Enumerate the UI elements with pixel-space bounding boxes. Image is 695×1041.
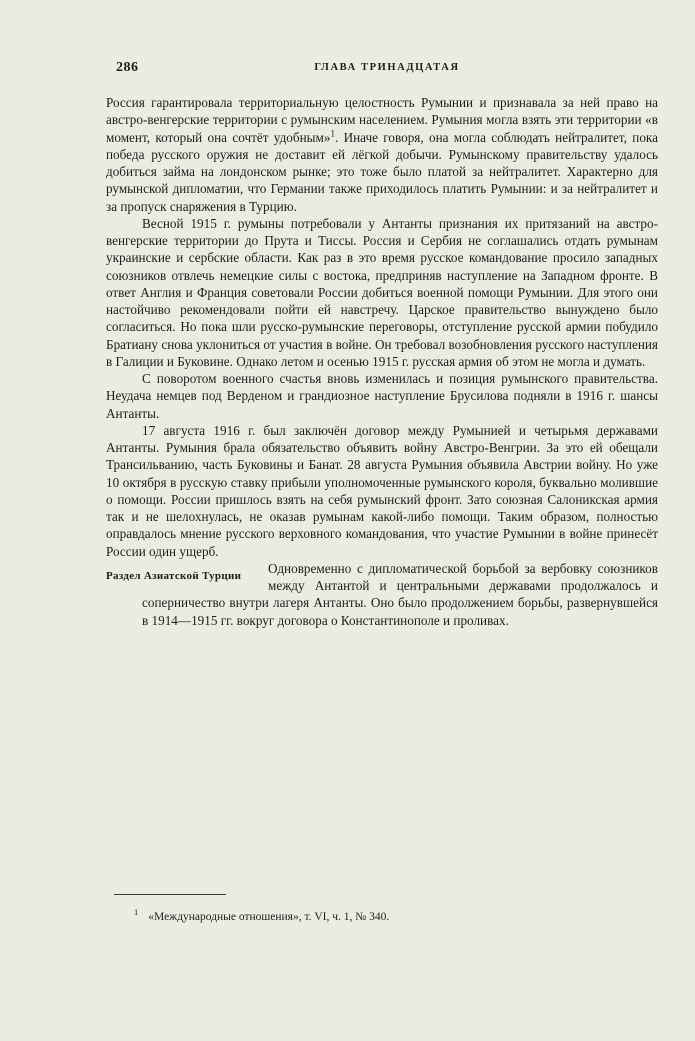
section-block (106, 560, 658, 629)
paragraph-4: 17 августа 1916 г. был заключён договор между Румынией и четырьмя державами Антанты. Румыния брала обязательство объявить войну Австро-Венгрии. За это ей обещали Трансильванию, часть Буковины и Банат. 28 августа Румыния объявила Австрии войну. Но уже 10 октября в русскую ставку прибыли уполномоченные румынского короля, буквально молившие о помощи. России пришлось взять на себя румынский фронт. Зато союзная Салоникская армия так и не шелохнулась, не оказав румынам какой-либо помощи. Таким образом, полностью оправдалось мнение русского верховного командования, что участие Румынии в войне принесёт России один ущерб. (106, 422, 658, 559)
paragraph-1-text-b: . Иначе говоря, она могла соблюдать нейтралитет, пока победа русского оружия не доставит ей лёгкой добычи. Румынскому правительству удалось добиться займа на лондонском рынке; это тоже было платой за нейтралитет. Характерно для румынской дипломатии, что Германии также приходилось платить Румынии: и за нейтралитет и за пропуск снаряжения в Турцию. (106, 129, 658, 214)
paragraph-1-text-a: Россия гарантировала территориальную целостность Румынии и признавала за ней право на австро-венгерские территории с румынским населением. Румыния могла взять эти территории «в момент, который она сочтёт удобным» (106, 95, 658, 145)
paragraph-3: С поворотом военного счастья вновь изменилась и позиция румынского правительства. Неудача немцев под Верденом и грандиозное наступление Брусилова подняли в 1916 г. шансы Антанты. (106, 371, 658, 421)
body-text (106, 94, 658, 629)
footnote-text: «Международные отношения», т. VI, ч. 1, № 340. (148, 910, 390, 923)
footnote-mark: 1 (134, 907, 139, 917)
page-number: 286 (116, 60, 139, 75)
paragraph-2: Весной 1915 г. румыны потребовали у Антанты признания их притязаний на австро-венгерские территории до Прута и Тиссы. Россия и Сербия не соглашались отдать румынам украинские и сербские области. Как раз в это время русское командование просило западных союзников отвлечь немецкие силы с востока, предприняв наступление на Западном фронте. В ответ Англия и Франция советовали России добиться военной помощи Румынии. Для этого они настойчиво рекомендовали пойти ей навстречу. Царское правительство вынуждено было согласиться. Но пока шли русско-румынские переговоры, отступление русской армии побудило Братиану снова уклониться от участия в войне. Он требовал возобновления русского наступления в Галиции и Буковине. Однако летом и осенью 1915 г. русская армия об этом не могла и думать. (106, 215, 658, 369)
footnote (134, 905, 654, 924)
running-title: ГЛАВА ТРИНАДЦАТАЯ (314, 62, 460, 73)
section-heading: Раздел Азиатской Турции (106, 569, 242, 582)
footnote-divider (114, 894, 226, 895)
footnote-reference: 1 (330, 128, 335, 139)
page-header (116, 60, 658, 80)
paragraph-1 (106, 94, 658, 215)
section-text: Одновременно с дипломатической борьбой за вербовку союзников между Антантой и центральными державами продолжалось и соперничество внутри лагеря Антанты. Оно было продолжением борьбы, развернувшейся в 1914—1915 гг. вокруг договора о Константинополе и проливах. (142, 560, 658, 628)
